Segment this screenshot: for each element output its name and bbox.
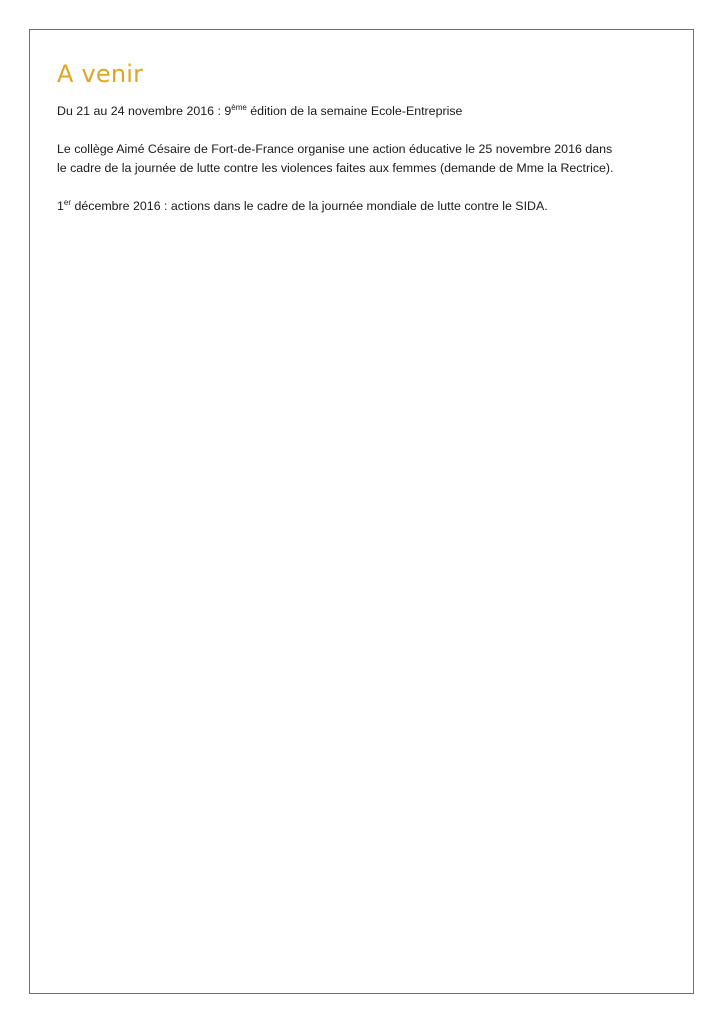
event-description-text: décembre 2016 : actions dans le cadre de la journée mondiale de lutte contre le SIDA.: [71, 199, 548, 213]
event-description-text: édition de la semaine Ecole-Entreprise: [246, 104, 463, 118]
event-date-number: 1: [57, 199, 64, 213]
ordinal-superscript: er: [63, 198, 72, 207]
page-content: [57, 58, 617, 216]
event-item-ecole-entreprise: [57, 102, 617, 121]
ordinal-superscript: ème: [231, 103, 247, 112]
event-item-violences-femmes: Le collège Aimé Césaire de Fort-de-France organise une action éducative le 25 novembre 2016 dans le cadre de la journée de lutte contre les violences faites aux femmes (demande de Mme la Rectrice).: [57, 142, 614, 175]
event-date-text: Du 21 au 24 novembre 2016 : 9: [57, 104, 232, 118]
section-heading: A venir: [57, 60, 144, 88]
event-item-sida: [57, 197, 617, 216]
